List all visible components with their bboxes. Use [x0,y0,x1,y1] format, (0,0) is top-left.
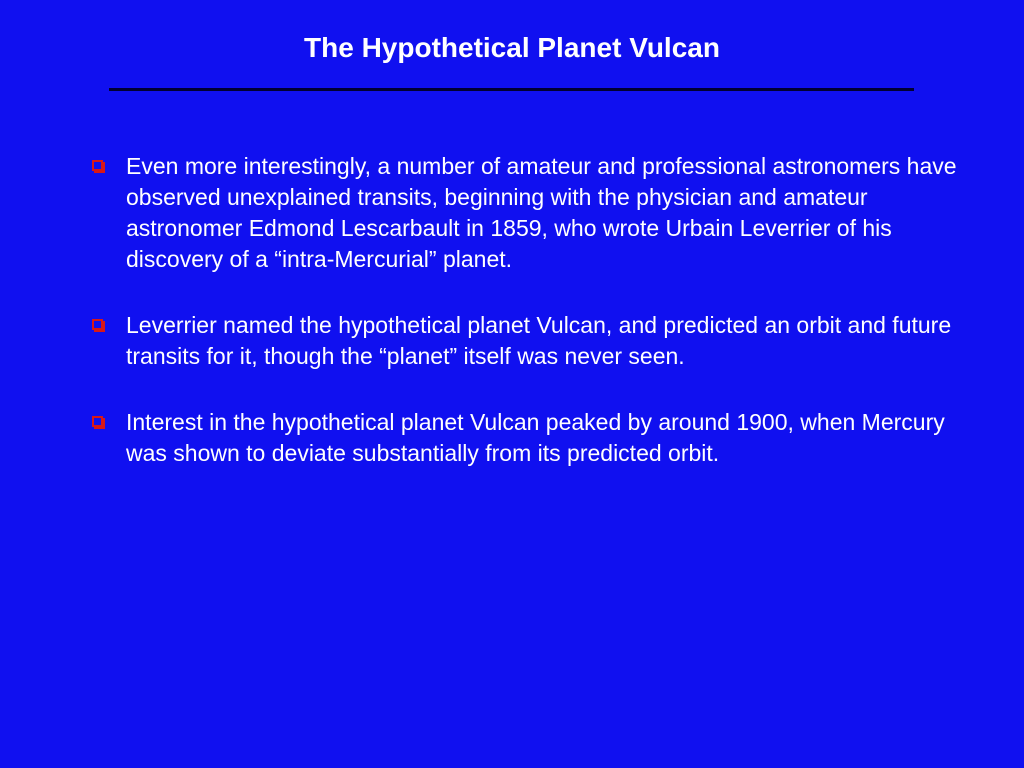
square-bullet-icon [92,160,103,171]
square-bullet-icon [92,416,103,427]
bullet-text: Leverrier named the hypothetical planet Vulcan, and predicted an orbit and future transits for it, though the “planet” itself was never seen. [126,312,952,369]
bullet-item [90,151,970,275]
bullet-item [90,407,970,469]
bullet-text: Interest in the hypothetical planet Vulcan peaked by around 1900, when Mercury was shown to deviate substantially from its predicted orbit. [126,409,945,466]
square-bullet-icon [92,319,103,330]
bullet-text: Even more interestingly, a number of amateur and professional astronomers have observed unexplained transits, beginning with the physician and amateur astronomer Edmond Lescarbault in 1859, who wrote Urbain Leverrier of his discovery of a “intra-Mercurial” planet. [126,153,957,272]
bullet-list [90,151,970,504]
slide-title: The Hypothetical Planet Vulcan [304,32,720,63]
title-divider [109,88,914,91]
bullet-item [90,310,970,372]
